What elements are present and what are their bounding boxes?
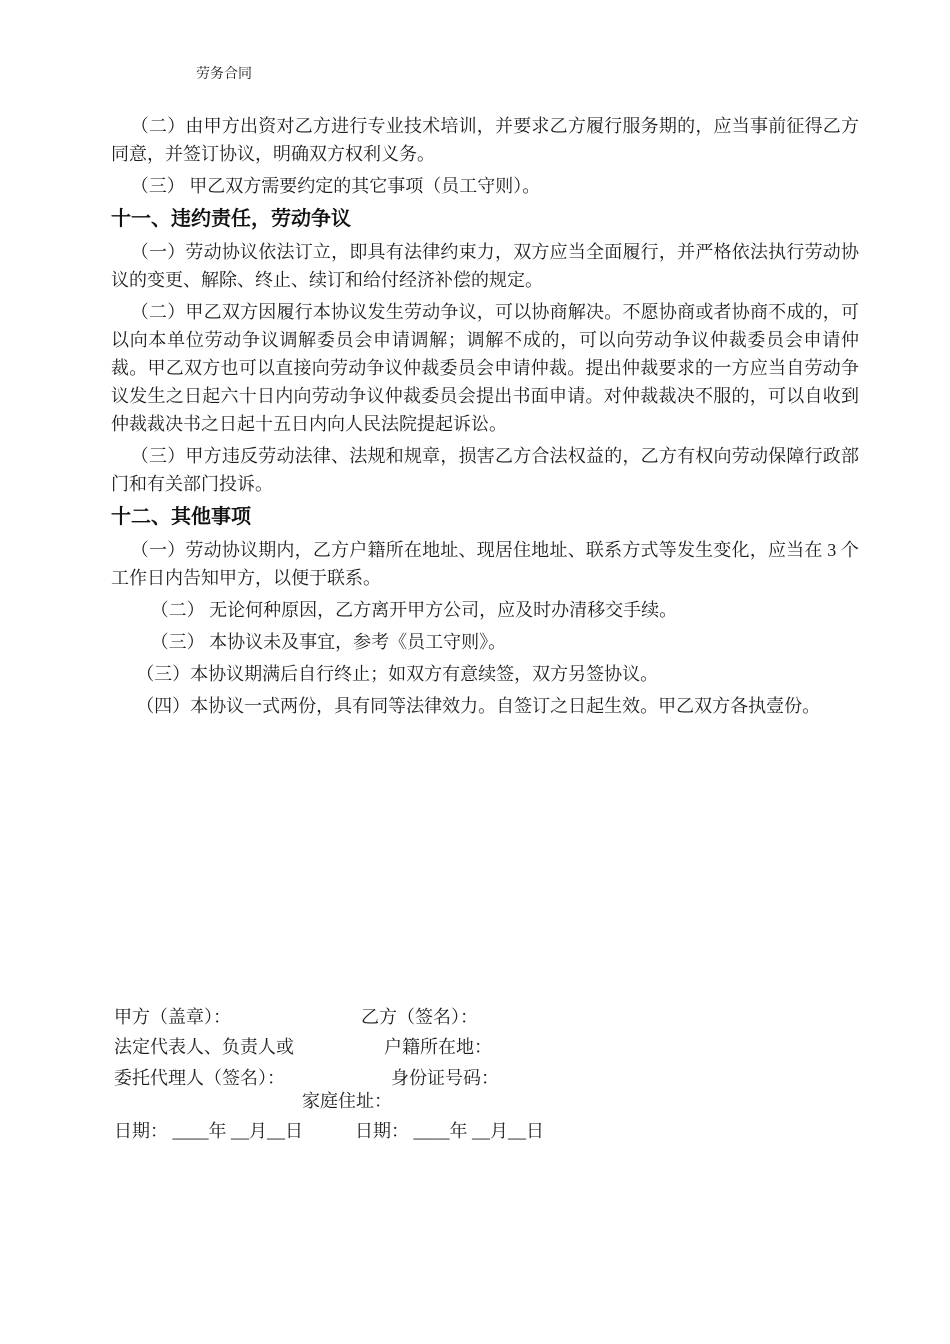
document-body	[111, 112, 859, 724]
home-address-label: 家庭住址：	[302, 1091, 392, 1111]
clause-11-item-3: （三）甲方违反劳动法律、法规和规章，损害乙方合法权益的，乙方有权向劳动保障行政部门和有关部门投诉。	[111, 446, 859, 494]
clause-11-item-1: （一）劳动协议依法订立，即具有法律约束力，双方应当全面履行，并严格依法执行劳动协议的变更、解除、终止、续订和给付经济补偿的规定。	[111, 242, 859, 290]
section-11-heading: 十一、违约责任，劳动争议	[111, 208, 351, 230]
signature-block	[114, 1002, 834, 1146]
clause-12-item-3a: （三） 本协议未及事宜，参考《员工守则》。	[150, 632, 507, 652]
clause-12-item-3b: （三）本协议期满后自行终止；如双方有意续签，双方另签协议。	[136, 664, 659, 684]
entrusted-agent-label: 委托代理人（签名）：	[114, 1068, 285, 1088]
clause-11-item-2: （二）甲乙双方因履行本协议发生劳动争议，可以协商解决。不愿协商或者协商不成的，可以向本单位劳动争议调解委员会申请调解；调解不成的，可以向劳动争议仲裁委员会申请仲裁。甲乙双方也可以直接向劳动争议仲裁委员会申请仲裁。提出仲裁要求的一方应当自劳动争议发生之日起六十日内向劳动争议仲裁委员会提出书面申请。对仲裁裁决不服的，可以自收到仲裁裁决书之日起十五日内向人民法院提起诉讼。	[111, 302, 859, 434]
id-number-label: 身份证号码：	[391, 1068, 499, 1088]
signature-row-dates	[114, 1116, 834, 1146]
household-registration-label: 户籍所在地：	[384, 1037, 492, 1057]
signature-row-address	[114, 1086, 834, 1116]
clause-10-item-3: （三） 甲乙双方需要约定的其它事项（员工守则）。	[130, 176, 541, 196]
party-b-sign-label: 乙方（签名）：	[361, 1007, 478, 1027]
date-b-field: 日期： ____年 __月__日	[355, 1121, 544, 1141]
date-a-field: 日期： ____年 __月__日	[114, 1121, 303, 1141]
signature-row-agent	[114, 1063, 834, 1086]
clause-12-item-1: （一）劳动协议期内，乙方户籍所在地址、现居住地址、联系方式等发生变化，应当在 3 个工作日内告知甲方，以便于联系。	[111, 540, 859, 588]
section-12-heading: 十二、其他事项	[111, 506, 251, 528]
clause-10-item-2: （二）由甲方出资对乙方进行专业技术培训，并要求乙方履行服务期的，应当事前征得乙方同意，并签订协议，明确双方权利义务。	[111, 116, 859, 164]
document-header-title: 劳务合同	[196, 67, 252, 82]
signature-row-parties	[114, 1002, 834, 1032]
signature-row-representative	[114, 1032, 834, 1063]
legal-representative-label: 法定代表人、负责人或	[114, 1037, 294, 1057]
clause-12-item-2: （二） 无论何种原因，乙方离开甲方公司，应及时办清移交手续。	[150, 600, 678, 620]
clause-12-item-4: （四）本协议一式两份，具有同等法律效力。自签订之日起生效。甲乙双方各执壹份。	[136, 696, 821, 716]
party-a-seal-label: 甲方（盖章）：	[114, 1007, 231, 1027]
